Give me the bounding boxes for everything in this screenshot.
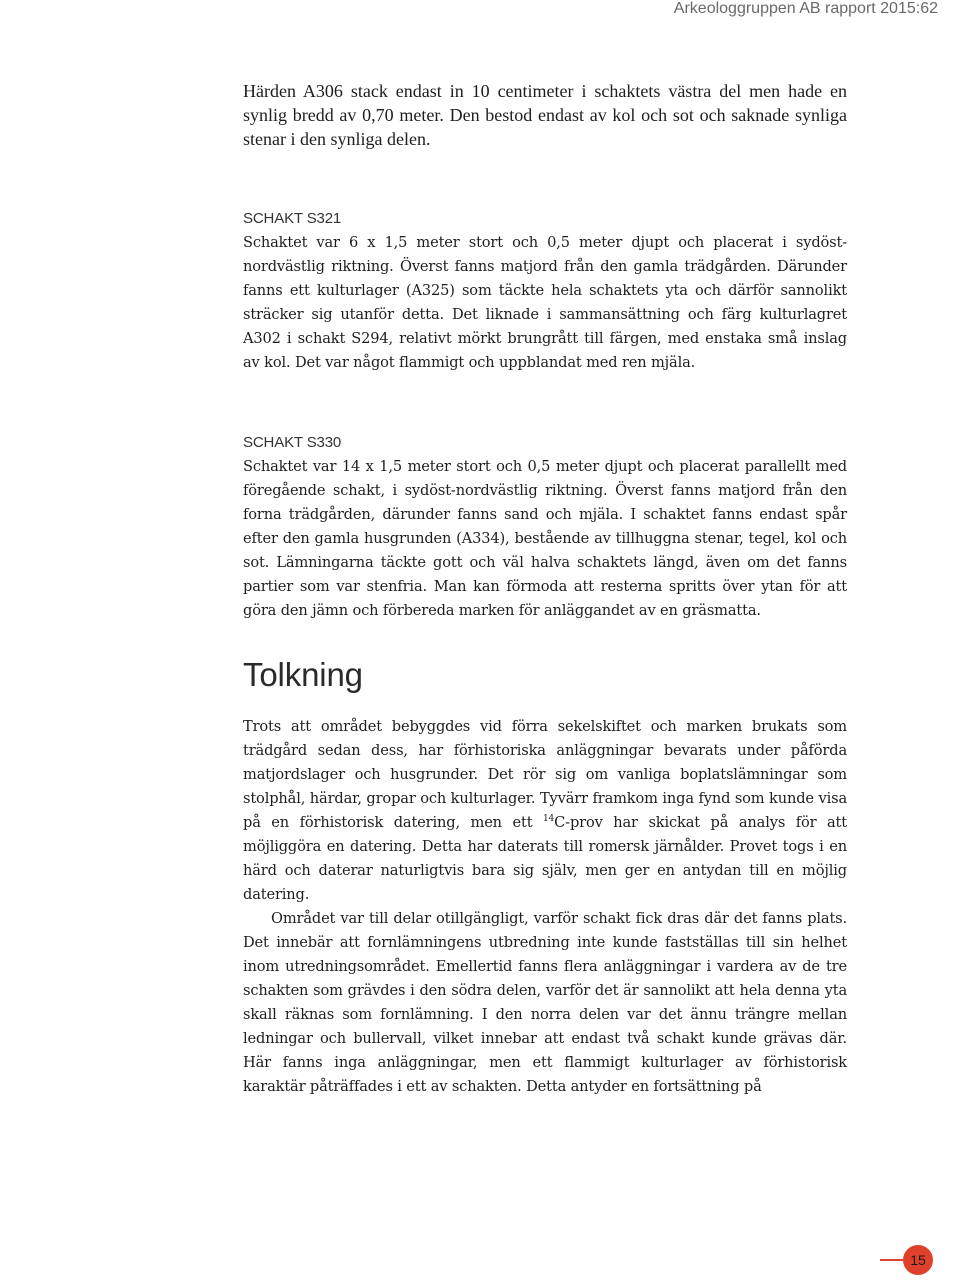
paragraph-s330: Schaktet var 14 x 1,5 meter stort och 0,5 meter djupt och placerat parallellt med föregående schakt, i sydöst-nordvästlig riktning. Överst fanns matjord från den forna trädgården, därunder fanns sand och mjäla. I schaktet fanns endast spår efter den gamla husgrunden (A334), bestående av tillhuggna stenar, tegel, kol och sot. Lämningarna täckte gott och väl halva schaktets längd, även om det fanns partier som var stenfria. Man kan förmoda att resterna spritts över ytan för att göra den jämn och förbereda marken för anläggandet av en gräsmatta. [243, 458, 847, 619]
section-label-s330: SCHAKT S330 [243, 434, 342, 451]
superscript-14: 14 [542, 814, 555, 824]
paragraph-harden: Härden A306 stack endast in 10 centimeter i schaktets västra del men hade en synlig bredd av 0,70 meter. Den bestod endast av kol och sot och saknade synliga stenar i den synliga delen. [243, 81, 847, 149]
section-label-s321: SCHAKT S321 [243, 210, 342, 227]
paragraph-tolkning-1 [243, 715, 847, 907]
section-heading-tolkning: Tolkning [243, 656, 363, 693]
running-header: Arkeologgruppen AB rapport 2015:62 [673, 0, 938, 17]
page-content [243, 79, 847, 1099]
tolkning-text-b: C-prov har skickat på analys för att möjliggöra en datering. Detta har daterats till romersk järnålder. Provet togs i en härd och daterar naturligtvis bara sig själv, men ger en antydan till en möjlig datering. [243, 814, 847, 903]
page-number-rule [880, 1259, 904, 1261]
tolkning-text-a: Trots att området bebyggdes vid förra sekelskiftet och marken brukats som trädgård sedan dess, har förhistoriska anläggningar bevarats under påförda matjordslager och husgrunder. Det rör sig om vanliga boplatslämningar som stolphål, härdar, gropar och kulturlager. Tyvärr framkom inga fynd som kunde visa på en förhistorisk datering, men ett [243, 718, 847, 831]
page-number-badge: 15 [903, 1245, 933, 1275]
paragraph-s321: Schaktet var 6 x 1,5 meter stort och 0,5 meter djupt och placerat i sydöst-nordvästlig riktning. Överst fanns matjord från den gamla trädgården. Därunder fanns ett kulturlager (A325) som täckte hela schaktets yta och därför sannolikt sträcker sig utanför detta. Det liknade i sammansättning och färg kulturlagret A302 i schakt S294, relativt mörkt brungrått till färgen, med enstaka små inslag av kol. Det var något flammigt och uppblandat med ren mjäla. [243, 234, 847, 371]
paragraph-tolkning-2: Området var till delar otillgängligt, varför schakt fick dras där det fanns plats. Det innebär att fornlämningens utbredning inte kunde fastställas till sin helhet inom utredningsområdet. Emellertid fanns flera anläggningar i vardera av de tre schakten som grävdes i den södra delen, varför det är sannolikt att hela denna yta skall räknas som fornlämning. I den norra delen var det ännu trängre mellan ledningar och bullervall, vilket innebar att endast två schakt kunde grävas där. Här fanns inga anläggningar, men ett flammigt kulturlager av förhistorisk karaktär påträffades i ett av schakten. Detta antyder en fortsättning på [243, 910, 847, 1095]
